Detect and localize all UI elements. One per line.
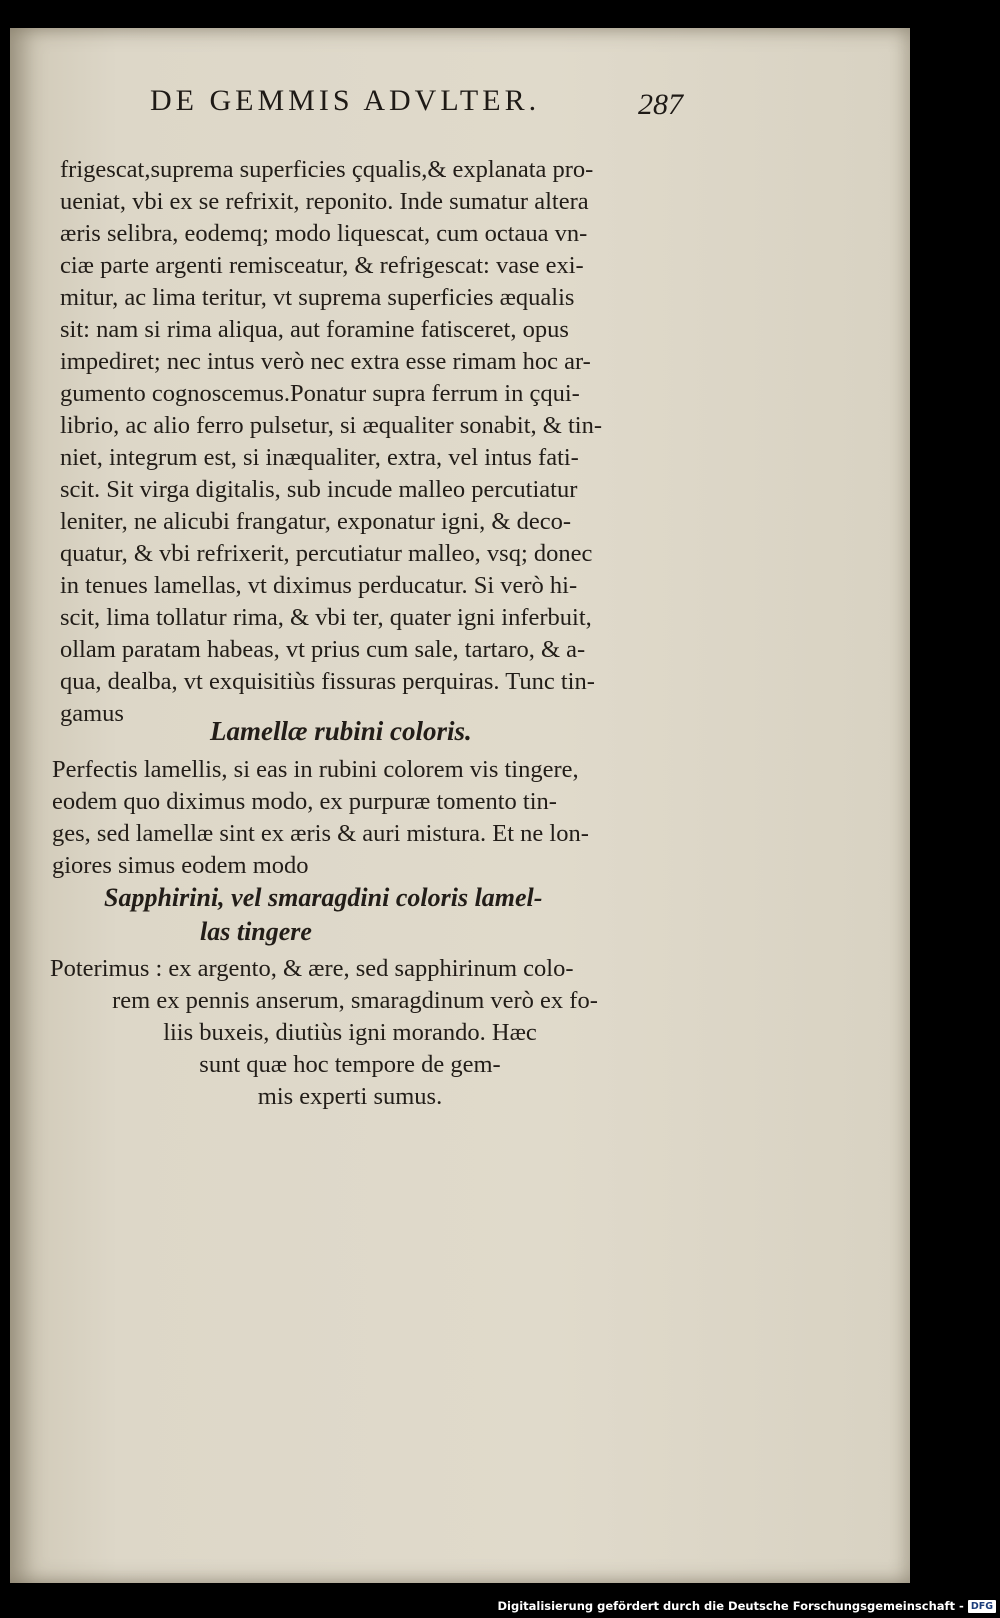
text-line: ollam paratam habeas, vt prius cum sale, tartaro, & a- — [60, 636, 586, 663]
body-paragraph-2 — [52, 754, 692, 882]
text-line: æris selibra, eodemq; modo liquescat, cum octaua vn- — [60, 220, 588, 247]
section-heading-sapphirini-cont: las tingere — [200, 917, 312, 946]
text-line: ges, sed lamellæ sint ex æris & auri mistura. Et ne lon- — [52, 820, 589, 847]
text-line: librio, ac alio ferro pulsetur, si æqualiter sonabit, & tin- — [60, 412, 602, 439]
book-page — [10, 28, 910, 1583]
page-number: 287 — [638, 88, 683, 121]
body-paragraph-3 — [50, 953, 690, 1113]
text-line: giores simus eodem modo — [52, 852, 309, 879]
text-line: ueniat, vbi ex se refrixit, reponito. Inde sumatur altera — [60, 188, 589, 215]
text-line: gumento cognoscemus.Ponatur supra ferrum in çqui- — [60, 380, 580, 407]
body-paragraph-1 — [60, 154, 690, 730]
credit-text: Digitalisierung gefördert durch die Deutsche Forschungsgemeinschaft - — [497, 1599, 964, 1613]
text-line: sunt quæ hoc tempore de gem- — [199, 1051, 501, 1078]
section-heading-rubini: Lamellæ rubini coloris. — [210, 716, 472, 746]
text-line: Perfectis lamellis, si eas in rubini colorem vis tingere, — [52, 756, 579, 783]
text-line: frigescat,suprema superficies çqualis,& explanata pro- — [60, 156, 594, 183]
text-line: ciæ parte argenti remisceatur, & refrigescat: vase exi- — [60, 252, 584, 279]
text-line: in tenues lamellas, vt diximus perducatur. Si verò hi- — [60, 572, 578, 599]
text-line: quatur, & vbi refrixerit, percutiatur malleo, vsq; donec — [60, 540, 593, 567]
text-line: rem ex pennis anserum, smaragdinum verò ex fo- — [112, 987, 598, 1014]
text-line: eodem quo diximus modo, ex purpuræ tomento tin- — [52, 788, 557, 815]
section-heading-sapphirini: Sapphirini, vel smaragdini coloris lamel- — [104, 883, 543, 912]
text-line: sit: nam si rima aliqua, aut foramine fatisceret, opus — [60, 316, 569, 343]
text-line: scit, lima tollatur rima, & vbi ter, quater igni inferbuit, — [60, 604, 592, 631]
text-line: liis buxeis, diutiùs igni morando. Hæc — [163, 1019, 537, 1046]
text-line: gamus — [60, 700, 124, 727]
dfg-logo: DFG — [968, 1600, 996, 1613]
text-line: qua, dealba, vt exquisitiùs fissuras perquiras. Tunc tin- — [60, 668, 595, 695]
text-line: Poterimus : ex argento, & ære, sed sapphirinum colo- — [50, 955, 574, 982]
text-line: mitur, ac lima teritur, vt suprema superficies æqualis — [60, 284, 575, 311]
running-header: DE GEMMIS ADVLTER. — [150, 84, 541, 117]
digitization-credit — [497, 1596, 996, 1616]
text-line: leniter, ne alicubi frangatur, exponatur igni, & deco- — [60, 508, 571, 535]
text-line: niet, integrum est, si inæqualiter, extra, vel intus fati- — [60, 444, 579, 471]
text-line: impediret; nec intus verò nec extra esse rimam hoc ar- — [60, 348, 591, 375]
text-line: scit. Sit virga digitalis, sub incude malleo percutiatur — [60, 476, 578, 503]
text-line: mis experti sumus. — [257, 1083, 443, 1110]
